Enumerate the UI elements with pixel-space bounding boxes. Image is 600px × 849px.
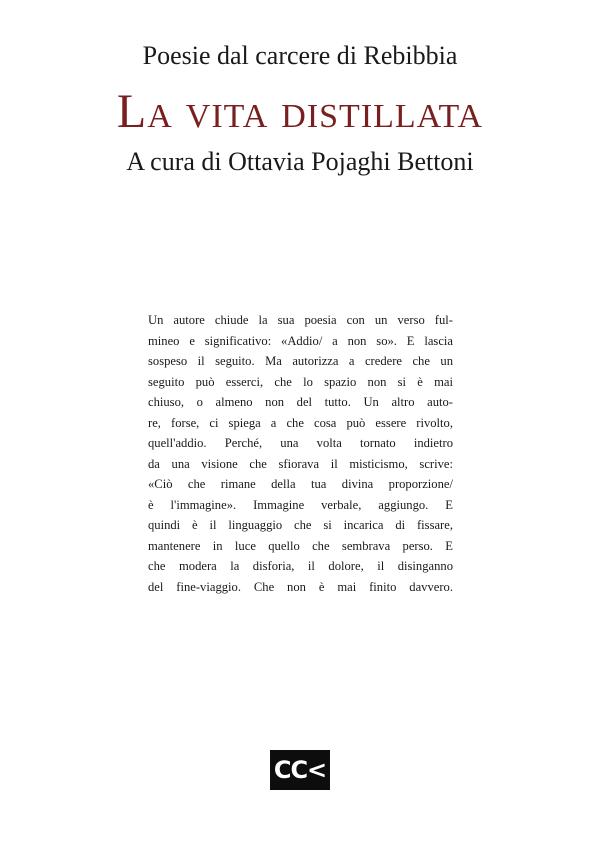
back-cover-blurb <box>148 310 453 597</box>
blurb-line: chiuso, o almeno non del tutto. Un altro auto- <box>148 395 453 409</box>
blurb-line: che modera la disforia, il dolore, il disinganno <box>148 559 453 573</box>
blurb-line: «Ciò che rimane della tua divina proporzione/ <box>148 477 453 491</box>
blurb-line: del fine-viaggio. Che non è mai finito davvero. <box>148 579 453 594</box>
blurb-line: quindi è il linguaggio che si incarica di fissare, <box>148 518 453 532</box>
book-title: La vita distillata <box>116 85 484 138</box>
blurb-line: mineo e significativo: «Addio/ a non so». E lascia <box>148 333 453 348</box>
blurb-line: mantenere in luce quello che sembrava perso. E <box>148 538 453 553</box>
blurb-line: re, forse, ci spiega a che cosa può essere rivolto, <box>148 415 453 430</box>
blurb-line: sospeso il seguito. Ma autorizza a credere che un <box>148 354 453 368</box>
blurb-line: quell'addio. Perché, una volta tornato indietro <box>148 436 453 450</box>
blurb-line: seguito può esserci, che lo spazio non si è mai <box>148 374 453 389</box>
book-editor: A cura di Ottavia Pojaghi Bettoni <box>126 147 474 176</box>
blurb-line: Un autore chiude la sua poesia con un verso ful- <box>148 313 453 327</box>
blurb-line: da una visione che sfiorava il misticismo, scrive: <box>148 456 453 471</box>
publisher-logo: CC< <box>270 750 330 790</box>
blurb-line: è l'immagine». Immagine verbale, aggiungo. E <box>148 497 453 512</box>
book-subtitle: Poesie dal carcere di Rebibbia <box>142 41 458 70</box>
